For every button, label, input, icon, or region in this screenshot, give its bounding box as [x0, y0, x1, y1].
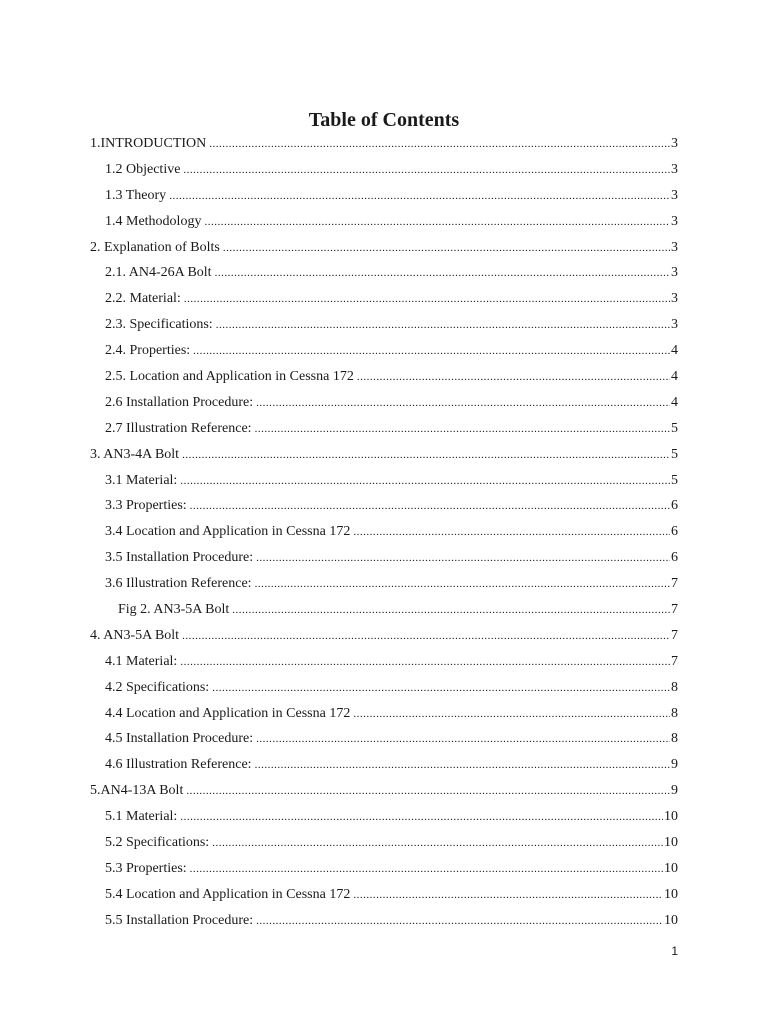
toc-entry[interactable] — [90, 442, 678, 468]
toc-entry-page-number: 8 — [671, 679, 678, 695]
toc-dot-leader — [182, 443, 670, 469]
toc-entry-page-number: 5 — [671, 472, 678, 488]
toc-entry-page-number: 10 — [664, 912, 678, 928]
toc-dot-leader — [255, 572, 670, 598]
toc-dot-leader — [256, 391, 670, 417]
toc-entry-page-number: 9 — [671, 757, 678, 773]
toc-dot-leader — [184, 287, 670, 313]
toc-entry-page-number: 3 — [671, 161, 678, 177]
toc-entry-page-number: 6 — [671, 498, 678, 514]
toc-entry[interactable] — [90, 804, 678, 830]
toc-entry-label: Fig 2. AN3-5A Bolt — [118, 602, 230, 618]
toc-entry-label: 1.INTRODUCTION — [90, 136, 207, 151]
toc-entry[interactable] — [90, 286, 678, 312]
toc-entry-page-number: 4 — [671, 369, 678, 385]
toc-dot-leader — [256, 727, 670, 753]
toc-dot-leader — [180, 650, 670, 676]
toc-entry-label: 5.4 Location and Application in Cessna 172 — [105, 886, 351, 902]
toc-entry-label: 2.1. AN4-26A Bolt — [105, 265, 212, 281]
toc-entry[interactable] — [90, 209, 678, 235]
toc-entry[interactable] — [90, 701, 678, 727]
toc-entry-page-number: 7 — [671, 576, 678, 592]
toc-entry-label: 4.4 Location and Application in Cessna 172 — [105, 705, 351, 721]
toc-entry[interactable] — [90, 235, 678, 261]
toc-dot-leader — [256, 546, 670, 572]
toc-dot-leader — [186, 779, 670, 805]
toc-entry-label: 3. AN3-4A Bolt — [90, 446, 180, 462]
toc-entry-page-number: 10 — [664, 886, 678, 902]
toc-entry[interactable] — [90, 183, 678, 209]
toc-entry-page-number: 8 — [671, 731, 678, 747]
toc-entry-page-number: 7 — [671, 627, 678, 643]
toc-dot-leader — [183, 158, 670, 184]
toc-dot-leader — [182, 624, 670, 650]
toc-entry[interactable] — [90, 597, 678, 623]
toc-entry-page-number: 10 — [664, 809, 678, 825]
toc-dot-leader — [190, 857, 663, 883]
toc-entry-label: 3.5 Installation Procedure: — [105, 550, 254, 566]
toc-entry-page-number: 4 — [671, 394, 678, 410]
toc-entry[interactable] — [90, 260, 678, 286]
toc-entry-page-number: 6 — [671, 550, 678, 566]
toc-dot-leader — [209, 132, 670, 158]
toc-entry[interactable] — [90, 856, 678, 882]
toc-entry-label: 2.2. Material: — [105, 291, 181, 307]
toc-dot-leader — [353, 702, 670, 728]
toc-entry[interactable] — [90, 830, 678, 856]
toc-entry[interactable] — [90, 519, 678, 545]
toc-entry-label: 4. AN3-5A Bolt — [90, 627, 180, 643]
toc-entry[interactable] — [90, 908, 678, 934]
toc-list — [90, 131, 678, 934]
toc-entry-label: 3.3 Properties: — [105, 498, 187, 514]
toc-entry-page-number: 9 — [671, 783, 678, 799]
toc-entry-page-number: 3 — [671, 213, 678, 229]
toc-entry-page-number: 10 — [664, 835, 678, 851]
toc-dot-leader — [255, 753, 670, 779]
toc-entry[interactable] — [90, 312, 678, 338]
toc-entry-label: 4.1 Material: — [105, 653, 178, 669]
toc-entry-label: 1.4 Methodology — [105, 213, 202, 229]
toc-entry-label: 5.AN4-13A Bolt — [90, 783, 184, 799]
toc-entry-label: 3.6 Illustration Reference: — [105, 576, 252, 592]
toc-entry[interactable] — [90, 338, 678, 364]
toc-dot-leader — [353, 520, 670, 546]
toc-dot-leader — [180, 805, 663, 831]
toc-dot-leader — [212, 831, 663, 857]
toc-entry-label: 5.3 Properties: — [105, 860, 187, 876]
toc-entry-label: 1.2 Objective — [105, 161, 181, 177]
toc-title: Table of Contents — [308, 109, 460, 131]
toc-entry[interactable] — [90, 778, 678, 804]
toc-entry[interactable] — [90, 390, 678, 416]
toc-entry-label: 4.6 Illustration Reference: — [105, 757, 252, 773]
toc-dot-leader — [256, 909, 663, 935]
toc-entry[interactable] — [90, 726, 678, 752]
toc-dot-leader — [204, 210, 670, 236]
toc-entry-page-number: 5 — [671, 420, 678, 436]
toc-entry-label: 5.1 Material: — [105, 809, 178, 825]
toc-dot-leader — [232, 598, 670, 624]
toc-entry[interactable] — [90, 623, 678, 649]
toc-dot-leader — [353, 883, 663, 909]
toc-entry[interactable] — [90, 468, 678, 494]
toc-entry-label: 5.5 Installation Procedure: — [105, 912, 254, 928]
toc-entry-page-number: 7 — [671, 602, 678, 618]
toc-dot-leader — [223, 236, 670, 262]
toc-dot-leader — [216, 313, 670, 339]
toc-dot-leader — [180, 469, 670, 495]
toc-entry-label: 2.7 Illustration Reference: — [105, 420, 252, 436]
toc-entry[interactable] — [90, 364, 678, 390]
toc-entry-label: 3.4 Location and Application in Cessna 172 — [105, 524, 351, 540]
toc-entry-label: 2.6 Installation Procedure: — [105, 394, 254, 410]
toc-dot-leader — [190, 494, 670, 520]
toc-entry-label: 2. Explanation of Bolts — [90, 239, 220, 255]
toc-entry-label: 5.2 Specifications: — [105, 835, 210, 851]
toc-entry[interactable] — [90, 752, 678, 778]
toc-entry-page-number: 5 — [671, 446, 678, 462]
toc-entry-page-number: 8 — [671, 705, 678, 721]
toc-entry-page-number: 3 — [671, 239, 678, 255]
toc-dot-leader — [193, 339, 670, 365]
toc-entry-page-number: 3 — [671, 136, 678, 151]
toc-entry-label: 2.5. Location and Application in Cessna 172 — [105, 369, 354, 385]
toc-entry[interactable] — [90, 675, 678, 701]
toc-entry[interactable] — [90, 649, 678, 675]
toc-entry-page-number: 7 — [671, 653, 678, 669]
toc-entry-page-number: 6 — [671, 524, 678, 540]
toc-dot-leader — [255, 417, 670, 443]
toc-entry-label: 4.5 Installation Procedure: — [105, 731, 254, 747]
toc-dot-leader — [169, 184, 670, 210]
toc-dot-leader — [357, 365, 670, 391]
toc-entry[interactable] — [90, 493, 678, 519]
toc-entry-label: 2.3. Specifications: — [105, 317, 213, 333]
toc-entry-page-number: 3 — [671, 265, 678, 281]
toc-dot-leader — [215, 261, 670, 287]
toc-entry[interactable] — [90, 882, 678, 908]
toc-entry-label: 3.1 Material: — [105, 472, 178, 488]
toc-entry-page-number: 4 — [671, 343, 678, 359]
toc-entry[interactable] — [90, 131, 678, 157]
toc-entry[interactable] — [90, 571, 678, 597]
toc-entry-label: 1.3 Theory — [105, 187, 167, 203]
toc-entry-label: 4.2 Specifications: — [105, 679, 210, 695]
toc-entry-page-number: 3 — [671, 187, 678, 203]
toc-entry-page-number: 3 — [671, 317, 678, 333]
toc-entry[interactable] — [90, 416, 678, 442]
toc-entry-page-number: 10 — [664, 860, 678, 876]
page-number: 1 — [671, 944, 678, 958]
toc-dot-leader — [212, 676, 670, 702]
toc-entry-page-number: 3 — [671, 291, 678, 307]
toc-entry[interactable] — [90, 157, 678, 183]
toc-entry[interactable] — [90, 545, 678, 571]
toc-entry-label: 2.4. Properties: — [105, 343, 191, 359]
